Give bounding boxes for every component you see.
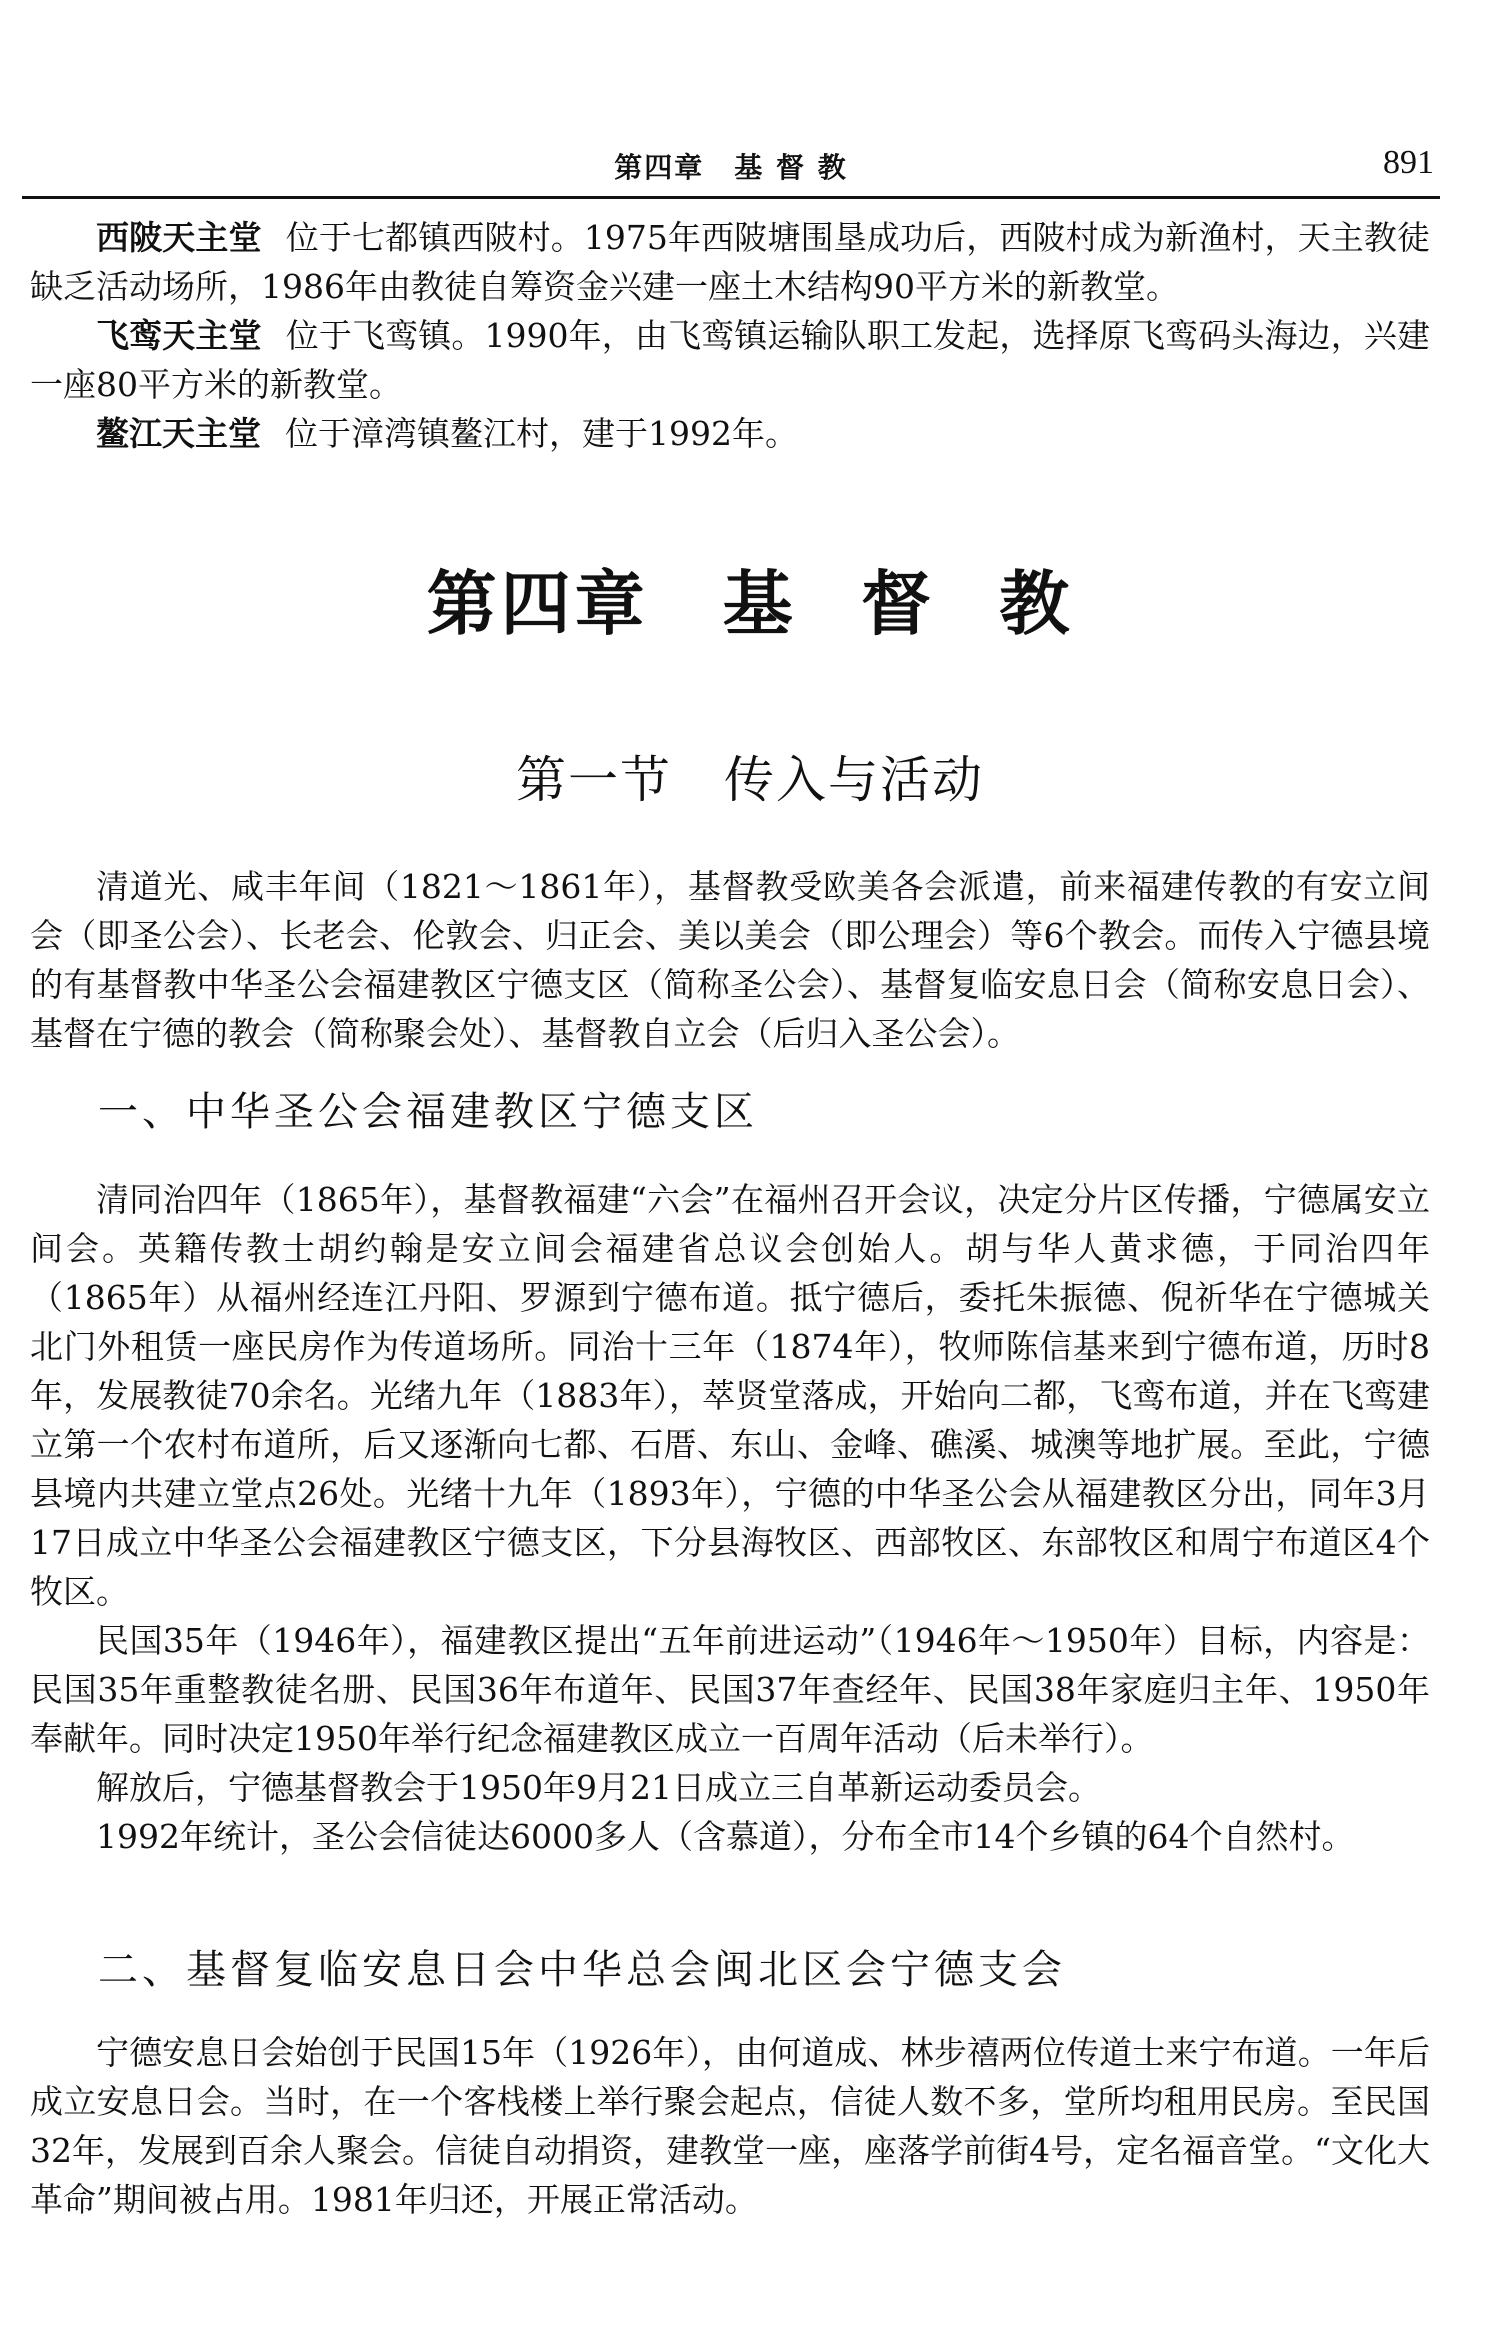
- subsection-body: [30, 1175, 1430, 1861]
- entry-paragraph: [30, 213, 1430, 311]
- entry-title: 飞鸾天主堂: [96, 316, 262, 355]
- body-paragraph: 宁德安息日会始创于民国15年（1926年），由何道成、林步禧两位传道士来宁布道。一年后成立安息日会。当时，在一个客栈楼上举行聚会起点，信徒人数不多，堂所均租用民房。至民国32年，发展到百余人聚会。信徒自动捐资，建教堂一座，座落学前街4号，定名福音堂。“文化大革命”期间被占用。1981年归还，开展正常活动。: [30, 2033, 1430, 2219]
- chapter-title: 第四章 基 督 教: [426, 563, 1074, 645]
- entry-paragraph: [30, 409, 1430, 458]
- entry-title: 西陂天主堂: [96, 218, 262, 257]
- body-paragraph: 民国35年（1946年），福建教区提出“五年前进运动”（1946年～1950年）目标，内容是：民国35年重整教徒名册、民国36年布道年、民国37年查经年、民国38年家庭归主年、1950年奉献年。同时决定1950年举行纪念福建教区成立一百周年活动（后未举行）。: [30, 1621, 1430, 1758]
- subsection-body: [30, 2028, 1430, 2224]
- intro-paragraph: 清道光、咸丰年间（1821～1861年），基督教受欧美各会派遣，前来福建传教的有安立间会（即圣公会）、长老会、伦敦会、归正会、美以美会（即公理会）等6个教会。而传入宁德县境的有基督教中华圣公会福建教区宁德支区（简称圣公会）、基督复临安息日会（简称安息日会）、基督在宁德的教会（简称聚会处）、基督教自立会（后归入圣公会）。: [30, 867, 1430, 1053]
- subsection-heading: 二、基督复临安息日会中华总会闽北区会宁德支会: [98, 1947, 1066, 1993]
- entry-title: 鳌江天主堂: [96, 414, 261, 453]
- body-paragraph: 1992年统计，圣公会信徒达6000多人（含慕道），分布全市14个乡镇的64个自然村。: [96, 1817, 1355, 1856]
- entry-paragraph: [30, 311, 1430, 409]
- church-entries: [30, 213, 1430, 458]
- entry-text: 位于飞鸾镇。1990年，由飞鸾镇运输队职工发起，选择原飞鸾码头海边，兴建一座80平方米的新教堂。: [30, 316, 1431, 404]
- entry-text: 位于七都镇西陂村。1975年西陂塘围垦成功后，西陂村成为新渔村，天主教徒缺乏活动场所，1986年由教徒自筹资金兴建一座土木结构90平方米的新教堂。: [30, 218, 1431, 306]
- section-title: 第一节 传入与活动: [516, 751, 984, 809]
- entry-text: 位于漳湾镇鳌江村，建于1992年。: [285, 414, 798, 453]
- intro-block: [30, 862, 1430, 1058]
- running-header: [22, 142, 1440, 199]
- subsection-heading: 一、中华圣公会福建教区宁德支区: [98, 1089, 758, 1135]
- body-paragraph: 解放后，宁德基督教会于1950年9月21日成立三自革新运动委员会。: [96, 1768, 1101, 1807]
- running-title: 第四章 基 督 教: [614, 151, 848, 184]
- page-number: 891: [1383, 144, 1434, 181]
- body-paragraph: 清同治四年（1865年），基督教福建“六会”在福州召开会议，决定分片区传播，宁德属安立间会。英籍传教士胡约翰是安立间会福建省总议会创始人。胡与华人黄求德，于同治四年（1865年）从福州经连江丹阳、罗源到宁德布道。抵宁德后，委托朱振德、倪祈华在宁德城关北门外租赁一座民房作为传道场所。同治十三年（1874年），牧师陈信基来到宁德布道，历时8年，发展教徒70余名。光绪九年（1883年），萃贤堂落成，开始向二都，飞鸾布道，并在飞鸾建立第一个农村布道所，后又逐渐向七都、石厝、东山、金峰、礁溪、城澳等地扩展。至此，宁德县境内共建立堂点26处。光绪十九年（1893年），宁德的中华圣公会从福建教区分出，同年3月17日成立中华圣公会福建教区宁德支区，下分县海牧区、西部牧区、东部牧区和周宁布道区4个牧区。: [30, 1180, 1430, 1611]
